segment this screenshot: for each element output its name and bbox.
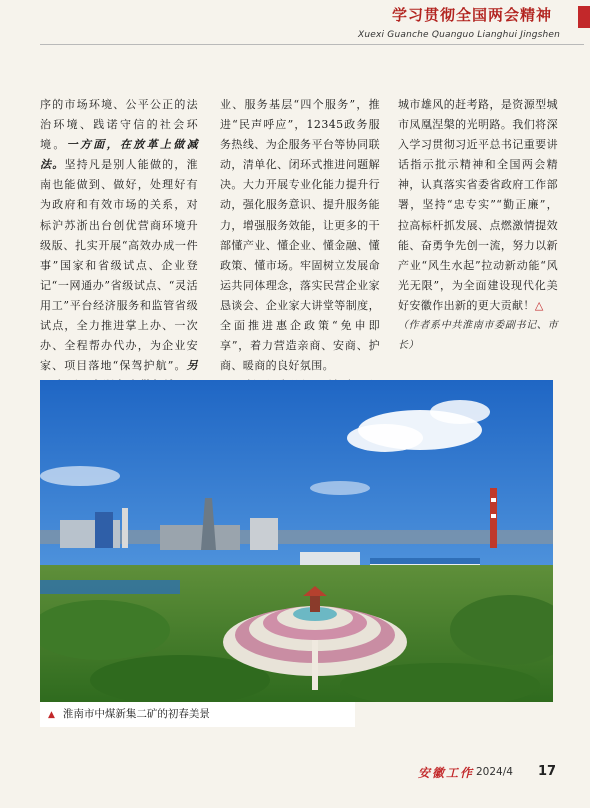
- magazine-name: 安徽工作: [418, 766, 475, 780]
- section-title: 学习贯彻全国两会精神: [392, 6, 553, 24]
- end-mark-icon: △: [534, 298, 544, 312]
- emphasis-text: 一方面，在放革上做减法。: [40, 138, 198, 172]
- author-note: （作者系中共淮南市委副书记、市长）: [398, 320, 558, 352]
- article-column-2: [220, 95, 380, 396]
- section-tab-marker: [578, 6, 590, 28]
- paragraph: [398, 95, 558, 316]
- text-run: 坚持凡是别人能做的，淮南也能做到、做好，处理好有为政府和有效市场的关系，对标沪苏浙出台创优营商环境升级版、扎实开展“高效办成一件事”国家和省级试点、企业登记“一网通办”省级试点、“灵活用工”平台经济服务和监管省级试点，全力推进掌上办、一次办、全程帮办代办，为企业安家、项目落地“保驾护航”。: [40, 158, 198, 373]
- photo-caption: [40, 702, 355, 727]
- text-run: 序的市场环境、公平公正的法治环境、践诺守信的社会环境。: [40, 98, 198, 152]
- page-number: 17: [538, 764, 557, 779]
- caption-text: 淮南市中煤新集二矿的初春美景: [62, 708, 210, 720]
- section-subtitle: Xuexi Guanche Quanguo Lianghui Jingshen: [358, 30, 561, 40]
- triangle-icon: ▲: [48, 710, 55, 720]
- article-column-3: [398, 95, 558, 356]
- photo-illustration: [40, 380, 553, 702]
- text-run: 城市雄风的赶考路，是资源型城市凤凰涅槃的光明路。我们将深入学习贯彻习近平总书记重要讲话指示批示精神和全国两会精神，认真落实省委省政府工作部署，坚持“忠专实”“勤正廉”，拉高标杆抓发展、点燃激情提效能、奋勇争先创一流，努力以新产业“风生水起”拉动新动能“风光无限”，为全面建设现代化美好安徽作出新的更大贡献！: [398, 98, 558, 312]
- header-divider: [40, 44, 584, 45]
- emphasis-text: 另: [186, 359, 198, 373]
- mine-landscape-photo: [40, 380, 553, 702]
- issue-number: 2024/4: [476, 766, 513, 778]
- paragraph: 业、服务基层“四个服务”，推进“民声呼应”，12345政务服务热线、为企服务平台等协同联动，清单化、闭环式推进问题解决。大力开展专业化能力提升行动，强化服务意识、提升服务能力，增强服务效能，让更多的干部懂产业、懂企业、懂金融、懂政策、懂市场。牢固树立发展命运共同体理念，落实民营企业家恳谈会、企业家大讲堂等制度，全面推进惠企政策“免申即享”，着力营造亲商、安商、护商、暖商的良好氛围。: [220, 98, 380, 373]
